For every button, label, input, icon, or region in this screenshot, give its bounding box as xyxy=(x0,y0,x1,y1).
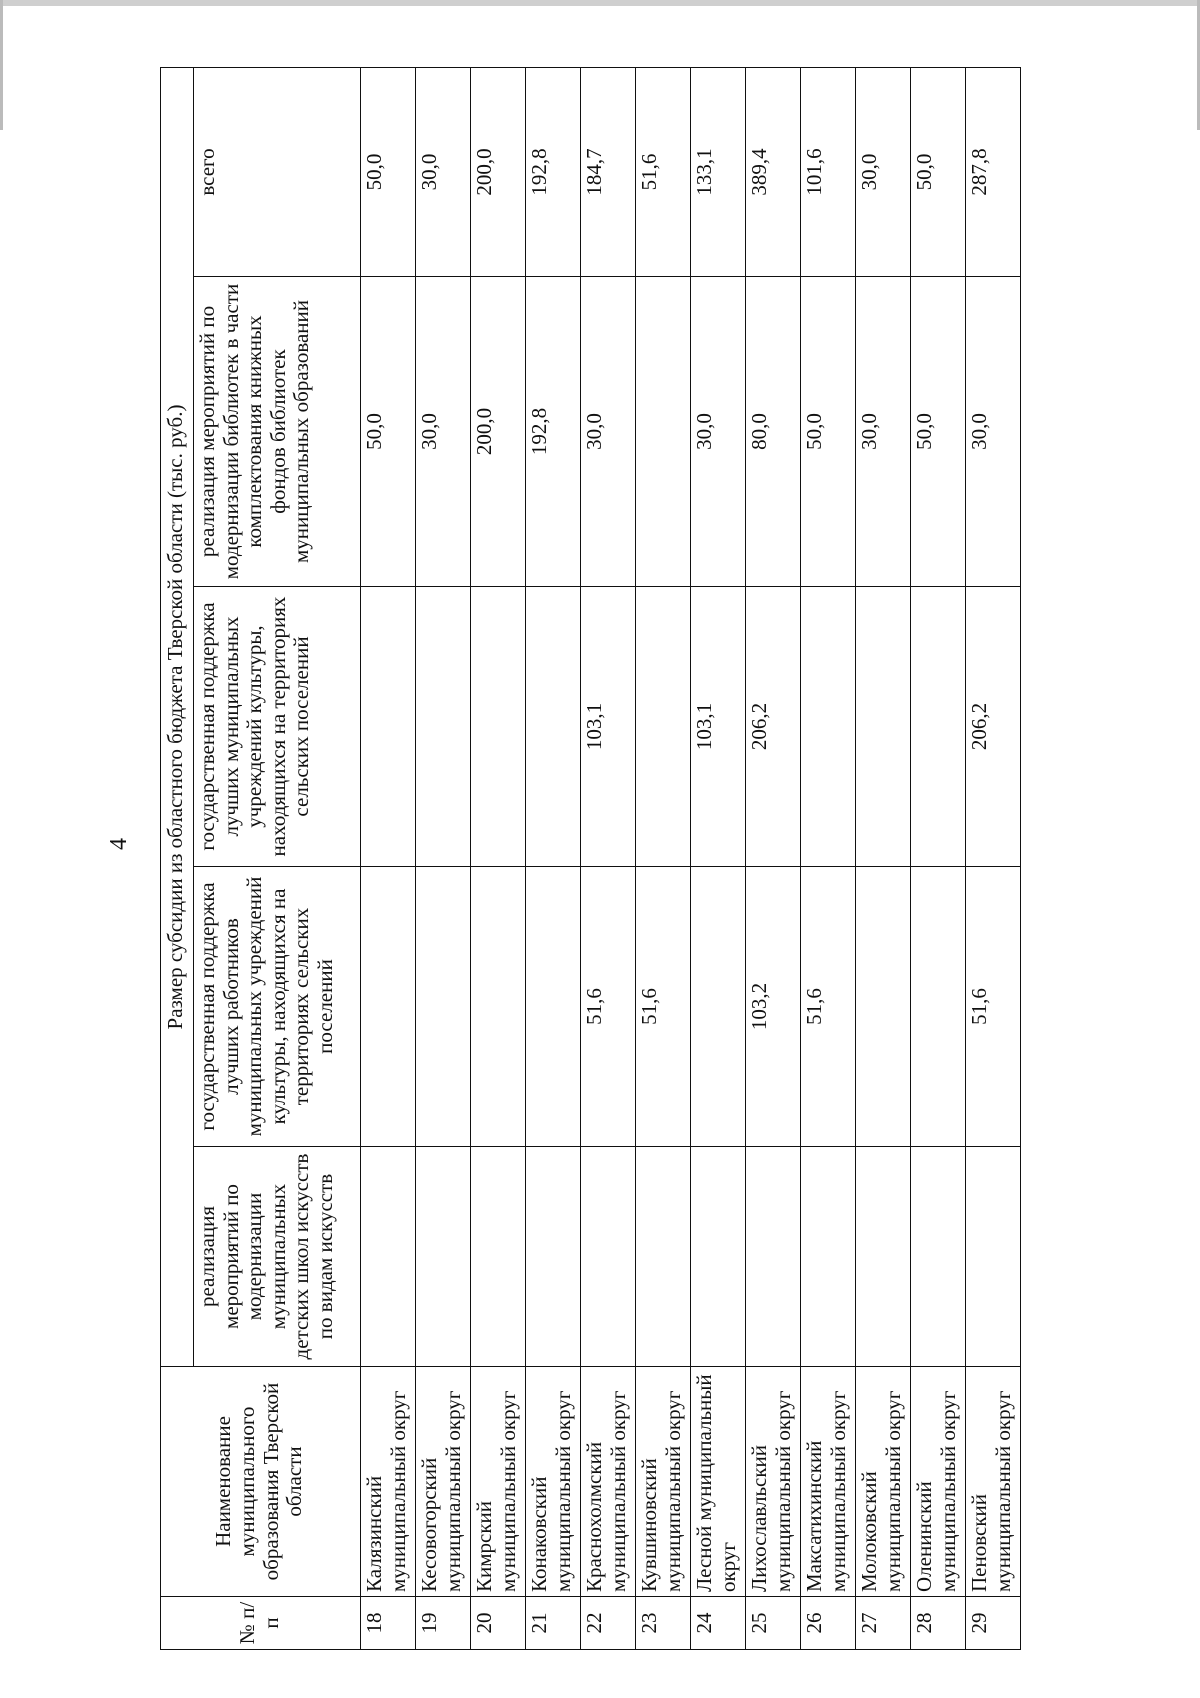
row-number: 29 xyxy=(966,1597,1021,1650)
row-art-schools xyxy=(966,1147,1021,1367)
header-number: № п/п xyxy=(161,1597,361,1650)
row-best-workers: 51,6 xyxy=(636,867,691,1147)
row-total: 50,0 xyxy=(911,67,966,276)
row-number: 19 xyxy=(416,1597,471,1650)
row-art-schools xyxy=(911,1147,966,1367)
row-municipality: Кесовогорский муниципальный округ xyxy=(416,1367,471,1597)
row-number: 26 xyxy=(801,1597,856,1650)
row-total: 30,0 xyxy=(856,67,911,276)
row-total: 101,6 xyxy=(801,67,856,276)
row-total: 287,8 xyxy=(966,67,1021,276)
row-art-schools xyxy=(416,1147,471,1367)
row-municipality: Оленинский муниципальный округ xyxy=(911,1367,966,1597)
row-number: 27 xyxy=(856,1597,911,1650)
row-best-workers xyxy=(471,867,526,1147)
row-municipality: Краснохолмский муниципальный округ xyxy=(581,1367,636,1597)
row-art-schools xyxy=(581,1147,636,1367)
row-best-institutions: 103,1 xyxy=(581,587,636,867)
row-municipality: Конаковский муниципальный округ xyxy=(526,1367,581,1597)
row-number: 25 xyxy=(746,1597,801,1650)
header-best-institutions: государственная поддержка лучших муниципальных учреждений культуры, находящихся на территориях сельских поселений xyxy=(194,587,361,867)
row-best-workers: 51,6 xyxy=(966,867,1021,1147)
row-library: 30,0 xyxy=(691,277,746,587)
row-library xyxy=(636,277,691,587)
row-total: 50,0 xyxy=(361,67,416,276)
row-best-institutions: 206,2 xyxy=(966,587,1021,867)
row-library: 50,0 xyxy=(801,277,856,587)
row-art-schools xyxy=(526,1147,581,1367)
scan-edge-left xyxy=(0,0,3,130)
row-best-institutions: 206,2 xyxy=(746,587,801,867)
row-best-workers xyxy=(526,867,581,1147)
row-best-institutions xyxy=(361,587,416,867)
row-number: 23 xyxy=(636,1597,691,1650)
row-municipality: Молоковский муниципальный округ xyxy=(856,1367,911,1597)
row-total: 200,0 xyxy=(471,67,526,276)
table-row xyxy=(746,67,801,1649)
row-art-schools xyxy=(361,1147,416,1367)
row-library: 200,0 xyxy=(471,277,526,587)
subsidy-table xyxy=(160,67,1021,1650)
header-library-modernization: реализация мероприятий по модернизации библиотек в части комплектования книжных фондов библиотек муниципальных образований xyxy=(194,277,361,587)
row-best-workers xyxy=(691,867,746,1147)
row-total: 133,1 xyxy=(691,67,746,276)
row-best-workers xyxy=(361,867,416,1147)
header-art-schools: реализация мероприятий по модернизации муниципальных детских школ искусств по видам искусств xyxy=(194,1147,361,1367)
row-best-workers: 51,6 xyxy=(801,867,856,1147)
row-library: 30,0 xyxy=(966,277,1021,587)
table-row xyxy=(526,67,581,1649)
row-number: 18 xyxy=(361,1597,416,1650)
row-total: 30,0 xyxy=(416,67,471,276)
row-best-institutions: 103,1 xyxy=(691,587,746,867)
row-library: 80,0 xyxy=(746,277,801,587)
table-row xyxy=(361,67,416,1649)
table-row xyxy=(966,67,1021,1649)
rotated-page xyxy=(100,60,1130,1650)
header-best-workers: государственная поддержка лучших работников муниципальных учреждений культуры, находящихся на территориях сельских поселений xyxy=(194,867,361,1147)
row-library: 50,0 xyxy=(911,277,966,587)
table-row xyxy=(856,67,911,1649)
header-municipality-name: Наименование муниципального образования Тверской области xyxy=(161,1367,361,1597)
table-row xyxy=(636,67,691,1649)
table-row xyxy=(471,67,526,1649)
row-art-schools xyxy=(636,1147,691,1367)
row-art-schools xyxy=(746,1147,801,1367)
row-best-workers xyxy=(911,867,966,1147)
header-total: всего xyxy=(194,67,361,276)
row-number: 20 xyxy=(471,1597,526,1650)
row-art-schools xyxy=(801,1147,856,1367)
row-best-workers: 51,6 xyxy=(581,867,636,1147)
table-row xyxy=(911,67,966,1649)
table-row xyxy=(801,67,856,1649)
row-total: 389,4 xyxy=(746,67,801,276)
row-best-institutions xyxy=(636,587,691,867)
row-total: 184,7 xyxy=(581,67,636,276)
row-library: 30,0 xyxy=(416,277,471,587)
row-number: 21 xyxy=(526,1597,581,1650)
row-library: 192,8 xyxy=(526,277,581,587)
table-row xyxy=(416,67,471,1649)
row-number: 24 xyxy=(691,1597,746,1650)
row-art-schools xyxy=(471,1147,526,1367)
row-municipality: Пеновский муниципальный округ xyxy=(966,1367,1021,1597)
row-best-workers xyxy=(416,867,471,1147)
row-art-schools xyxy=(691,1147,746,1367)
row-total: 51,6 xyxy=(636,67,691,276)
row-best-workers xyxy=(856,867,911,1147)
row-municipality: Калязинский муниципальный округ xyxy=(361,1367,416,1597)
row-best-institutions xyxy=(416,587,471,867)
row-library: 50,0 xyxy=(361,277,416,587)
scan-edge-top xyxy=(0,0,1200,6)
header-subsidy-group: Размер субсидии из областного бюджета Тверской области (тыс. руб.) xyxy=(161,67,194,1366)
row-municipality: Кимрский муниципальный округ xyxy=(471,1367,526,1597)
row-best-institutions xyxy=(471,587,526,867)
row-library: 30,0 xyxy=(856,277,911,587)
row-municipality: Лихославльский муниципальный округ xyxy=(746,1367,801,1597)
table-row xyxy=(691,67,746,1649)
row-best-institutions xyxy=(801,587,856,867)
row-art-schools xyxy=(856,1147,911,1367)
row-library: 30,0 xyxy=(581,277,636,587)
row-number: 28 xyxy=(911,1597,966,1650)
row-total: 192,8 xyxy=(526,67,581,276)
row-best-institutions xyxy=(856,587,911,867)
row-number: 22 xyxy=(581,1597,636,1650)
row-municipality: Лесной муниципальный округ xyxy=(691,1367,746,1597)
row-municipality: Кувшиновский муниципальный округ xyxy=(636,1367,691,1597)
row-best-workers: 103,2 xyxy=(746,867,801,1147)
page-number: 4 xyxy=(106,838,132,850)
row-best-institutions xyxy=(911,587,966,867)
table-row xyxy=(581,67,636,1649)
row-best-institutions xyxy=(526,587,581,867)
row-municipality: Максатихинский муниципальный округ xyxy=(801,1367,856,1597)
